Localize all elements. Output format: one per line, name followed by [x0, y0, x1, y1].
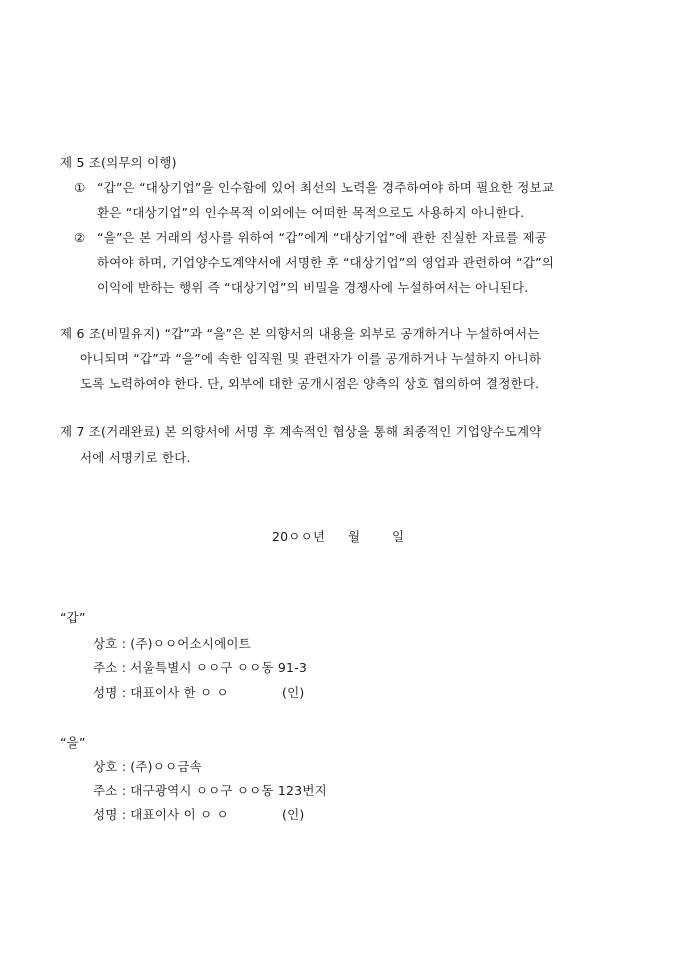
article5-heading: 제 5 조(의무의 이행)	[60, 155, 177, 170]
party-b-company: 상호 : (주)ㅇㅇ금속	[93, 759, 202, 774]
party-b-seal: (인)	[282, 807, 305, 822]
party-a-label: “갑”	[60, 610, 86, 625]
article5-item1-line1	[97, 180, 631, 196]
party-a-name: 성명 : 대표이사 한 ㅇ ㅇ	[93, 685, 229, 700]
party-b-address: 주소 : 대구광역시 ㅇㅇ구 ㅇㅇ동 123번지	[93, 783, 327, 798]
article6-line2: 아니되며 “갑”과 “을”에 속한 임직원 및 관련자가 이를 공개하거나 누설하지 아니하	[80, 351, 542, 366]
article5-item2-line1: “을”은 본 거래의 성사를 위하여 “갑”에게 “대상기업”에 관한 진실한 자료를 제공	[97, 230, 548, 245]
article5-item2-line3: 이익에 반하는 행위 즉 “대상기업”의 비밀을 경쟁사에 누설하여서는 아니된다.	[97, 280, 529, 295]
article6-line3: 도록 노력하여야 한다. 단, 외부에 대한 공개시점은 양측의 상호 협의하여 결정한다.	[80, 376, 540, 391]
date-day: 일	[392, 529, 405, 544]
date-month: 월	[348, 529, 361, 544]
article5-item1-line2: 환은 “대상기업”의 인수목적 이외에는 어떠한 목적으로도 사용하지 아니한다.	[97, 205, 525, 220]
article5-item1-line1-text: “갑”은 “대상기업”을 인수함에 있어 최선의 노력을 경주하여야 하며 필요한 정보교	[97, 180, 555, 195]
article7-line2: 서에 서명키로 한다.	[80, 450, 191, 465]
date-year: 20ㅇㅇ년	[272, 529, 326, 544]
article6-line1: 제 6 조(비밀유지) “갑”과 “을”은 본 의향서의 내용을 외부로 공개하거나 누설하여서는	[60, 326, 540, 341]
party-a-address: 주소 : 서울특별시 ㅇㅇ구 ㅇㅇ동 91-3	[93, 660, 308, 675]
article7-line1: 제 7 조(거래완료) 본 의향서에 서명 후 계속적인 협상을 통해 최종적인 기업양수도계약	[60, 424, 542, 439]
party-b-label: “을”	[60, 735, 86, 750]
article5-item1-marker: ①	[74, 180, 86, 195]
article5-item2-marker: ②	[74, 230, 86, 245]
party-b-name: 성명 : 대표이사 이 ㅇ ㅇ	[93, 807, 229, 822]
party-a-seal: (인)	[282, 685, 305, 700]
article5-item2-line2: 하여야 하며, 기업양수도계약서에 서명한 후 “대상기업”의 영업과 관련하여 “갑”의	[97, 255, 555, 270]
party-a-company: 상호 : (주)ㅇㅇ어소시에이트	[93, 636, 251, 651]
